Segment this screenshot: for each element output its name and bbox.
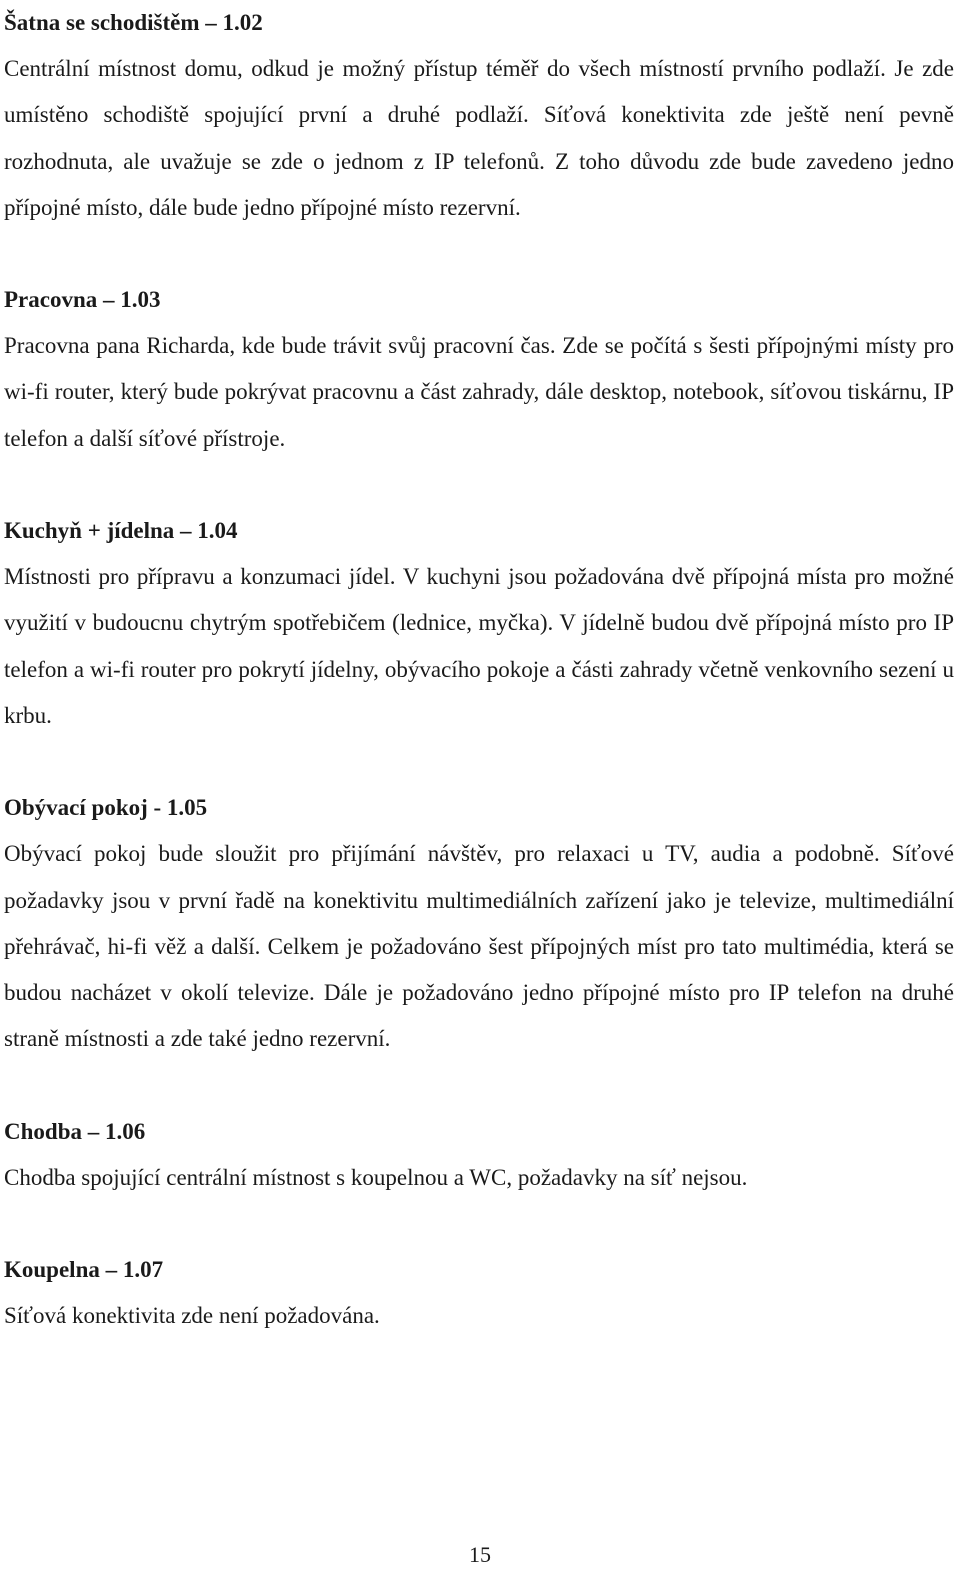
section-heading: Pracovna – 1.03 <box>4 287 161 313</box>
section-spacer <box>4 462 954 508</box>
section-heading: Chodba – 1.06 <box>4 1118 146 1144</box>
section-pracovna <box>4 277 954 462</box>
section-heading: Šatna se schodištěm – 1.02 <box>4 10 263 35</box>
section-paragraph: Síťová konektivita zde není požadována. <box>4 1303 380 1329</box>
section-paragraph: Pracovna pana Richarda, kde bude trávit svůj pracovní čas. Zde se počítá s šesti přípojnými místy pro wi-fi router, který bude pokrývat pracovnu a část zahrady, dále desktop, notebook, síťovou tiskárnu, IP telefon a další síťové přístroje. <box>4 333 954 451</box>
section-paragraph: Místnosti pro přípravu a konzumaci jídel. V kuchyni jsou požadována dvě přípojná místa pro možné využití v budoucnu chytrým spotřebičem (lednice, myčka). V jídelně budou dvě přípojná místo pro IP telefon a wi-fi router pro pokrytí jídelny, obývacího pokoje a části zahrady včetně venkovního sezení u krbu. <box>4 564 954 728</box>
section-kuchyn <box>4 508 954 739</box>
section-paragraph: Obývací pokoj bude sloužit pro přijímání návštěv, pro relaxaci u TV, audia a podobně. Síťové požadavky jsou v první řadě na konektivitu multimediálních zařízení jako je televize, multimediální přehrávač, hi-fi věž a další. Celkem je požadováno šest přípojných míst pro tato multimédia, která se budou nacházet v okolí televize. Dále je požadováno jedno přípojné místo pro IP telefon na druhé straně místnosti a zde také jedno rezervní. <box>4 841 954 1052</box>
section-obyvaci-pokoj <box>4 785 954 1062</box>
section-paragraph: Chodba spojující centrální místnost s koupelnou a WC, požadavky na síť nejsou. <box>4 1164 748 1190</box>
section-heading: Koupelna – 1.07 <box>4 1257 164 1283</box>
section-spacer <box>4 1201 954 1247</box>
section-chodba <box>4 1109 954 1201</box>
section-satna <box>4 0 954 231</box>
section-paragraph: Centrální místnost domu, odkud je možný přístup téměř do všech místností prvního podlaží. Je zde umístěno schodiště spojující první a druhé podlaží. Síťová konektivita zde ještě není pevně rozhodnuta, ale uvažuje se zde o jednom z IP telefonů. Z toho důvodu zde bude zavedeno jedno přípojné místo, dále bude jedno přípojné místo rezervní. <box>4 56 954 220</box>
section-spacer <box>4 1063 954 1109</box>
section-koupelna <box>4 1247 954 1339</box>
section-heading: Kuchyň + jídelna – 1.04 <box>4 518 238 544</box>
section-spacer <box>4 231 954 277</box>
section-heading: Obývací pokoj - 1.05 <box>4 795 208 821</box>
page-number: 15 <box>469 1542 491 1567</box>
section-spacer <box>4 739 954 785</box>
document-page <box>4 0 954 1339</box>
